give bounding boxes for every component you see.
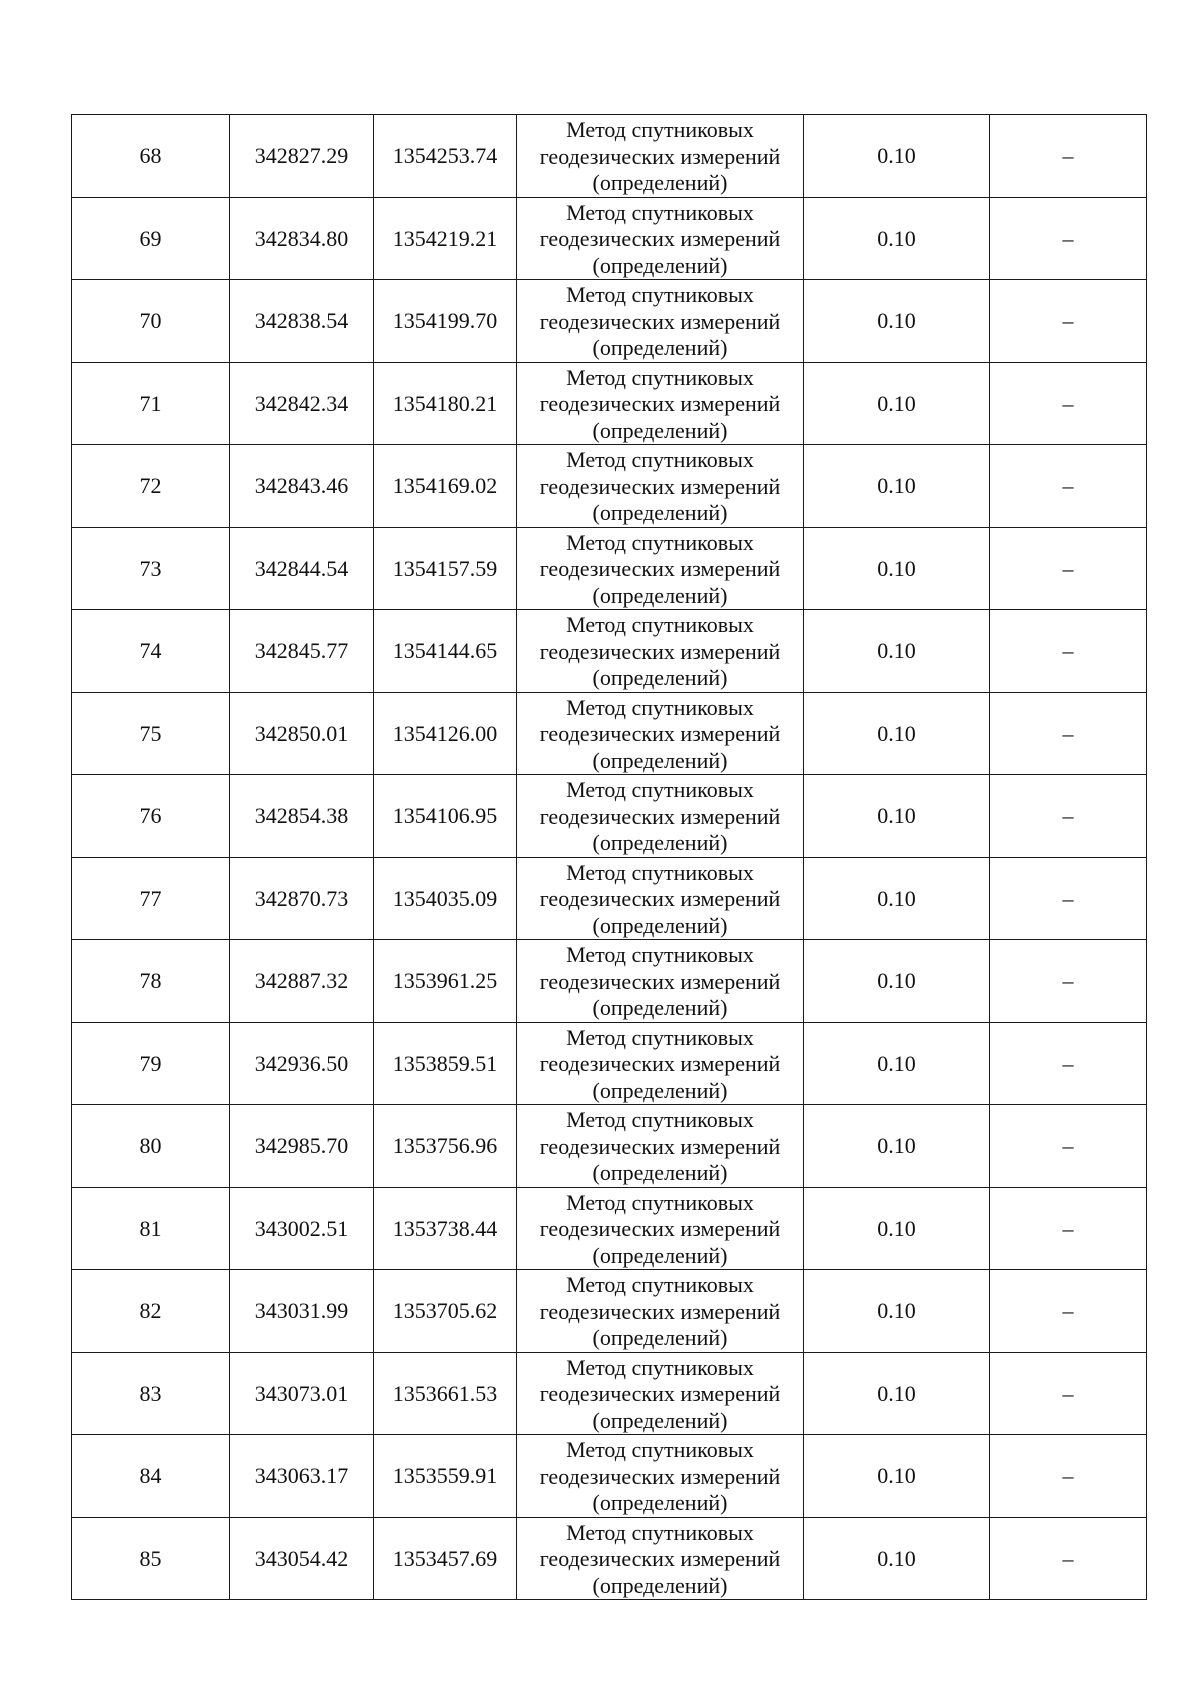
point-number-cell: 68 <box>72 115 230 198</box>
note-cell: – <box>990 1105 1147 1188</box>
table-row <box>72 1270 1147 1353</box>
point-number-cell: 77 <box>72 857 230 940</box>
point-number-cell: 78 <box>72 940 230 1023</box>
x-coordinate-cell: 342844.54 <box>230 527 374 610</box>
point-number-cell: 80 <box>72 1105 230 1188</box>
table-row <box>72 362 1147 445</box>
y-coordinate-cell: 1354144.65 <box>374 610 517 693</box>
note-cell: – <box>990 1517 1147 1600</box>
y-coordinate-cell: 1353961.25 <box>374 940 517 1023</box>
note-cell: – <box>990 1270 1147 1353</box>
y-coordinate-cell: 1354169.02 <box>374 445 517 528</box>
method-cell: Метод спутниковых геодезических измерений (определений) <box>517 1517 804 1600</box>
y-coordinate-cell: 1353559.91 <box>374 1435 517 1518</box>
note-cell: – <box>990 280 1147 363</box>
x-coordinate-cell: 343073.01 <box>230 1352 374 1435</box>
method-cell: Метод спутниковых геодезических измерений (определений) <box>517 692 804 775</box>
accuracy-cell: 0.10 <box>804 1517 990 1600</box>
x-coordinate-cell: 343063.17 <box>230 1435 374 1518</box>
point-number-cell: 76 <box>72 775 230 858</box>
x-coordinate-cell: 342854.38 <box>230 775 374 858</box>
table-row <box>72 940 1147 1023</box>
accuracy-cell: 0.10 <box>804 445 990 528</box>
accuracy-cell: 0.10 <box>804 775 990 858</box>
table-row <box>72 610 1147 693</box>
note-cell: – <box>990 527 1147 610</box>
note-cell: – <box>990 610 1147 693</box>
table-row <box>72 1352 1147 1435</box>
table-row <box>72 1517 1147 1600</box>
table-row <box>72 775 1147 858</box>
point-number-cell: 74 <box>72 610 230 693</box>
point-number-cell: 82 <box>72 1270 230 1353</box>
method-cell: Метод спутниковых геодезических измерений (определений) <box>517 445 804 528</box>
method-cell: Метод спутниковых геодезических измерений (определений) <box>517 527 804 610</box>
table-row <box>72 692 1147 775</box>
accuracy-cell: 0.10 <box>804 692 990 775</box>
note-cell: – <box>990 940 1147 1023</box>
point-number-cell: 75 <box>72 692 230 775</box>
method-cell: Метод спутниковых геодезических измерений (определений) <box>517 610 804 693</box>
table-row <box>72 445 1147 528</box>
accuracy-cell: 0.10 <box>804 940 990 1023</box>
point-number-cell: 85 <box>72 1517 230 1600</box>
y-coordinate-cell: 1354219.21 <box>374 197 517 280</box>
method-cell: Метод спутниковых геодезических измерений (определений) <box>517 1187 804 1270</box>
table-row <box>72 527 1147 610</box>
y-coordinate-cell: 1353705.62 <box>374 1270 517 1353</box>
table-row <box>72 857 1147 940</box>
method-cell: Метод спутниковых геодезических измерений (определений) <box>517 940 804 1023</box>
note-cell: – <box>990 1352 1147 1435</box>
point-number-cell: 71 <box>72 362 230 445</box>
accuracy-cell: 0.10 <box>804 280 990 363</box>
method-cell: Метод спутниковых геодезических измерений (определений) <box>517 1435 804 1518</box>
x-coordinate-cell: 342850.01 <box>230 692 374 775</box>
method-cell: Метод спутниковых геодезических измерений (определений) <box>517 1105 804 1188</box>
method-cell: Метод спутниковых геодезических измерений (определений) <box>517 280 804 363</box>
method-cell: Метод спутниковых геодезических измерений (определений) <box>517 1270 804 1353</box>
table-row <box>72 197 1147 280</box>
accuracy-cell: 0.10 <box>804 1187 990 1270</box>
method-cell: Метод спутниковых геодезических измерений (определений) <box>517 857 804 940</box>
method-cell: Метод спутниковых геодезических измерений (определений) <box>517 1352 804 1435</box>
note-cell: – <box>990 1187 1147 1270</box>
note-cell: – <box>990 857 1147 940</box>
x-coordinate-cell: 343031.99 <box>230 1270 374 1353</box>
method-cell: Метод спутниковых геодезических измерений (определений) <box>517 775 804 858</box>
x-coordinate-cell: 343054.42 <box>230 1517 374 1600</box>
y-coordinate-cell: 1353756.96 <box>374 1105 517 1188</box>
point-number-cell: 70 <box>72 280 230 363</box>
note-cell: – <box>990 1022 1147 1105</box>
note-cell: – <box>990 1435 1147 1518</box>
point-number-cell: 81 <box>72 1187 230 1270</box>
accuracy-cell: 0.10 <box>804 197 990 280</box>
method-cell: Метод спутниковых геодезических измерений (определений) <box>517 1022 804 1105</box>
point-number-cell: 72 <box>72 445 230 528</box>
x-coordinate-cell: 342834.80 <box>230 197 374 280</box>
point-number-cell: 73 <box>72 527 230 610</box>
y-coordinate-cell: 1354253.74 <box>374 115 517 198</box>
accuracy-cell: 0.10 <box>804 1105 990 1188</box>
note-cell: – <box>990 775 1147 858</box>
x-coordinate-cell: 342887.32 <box>230 940 374 1023</box>
table-row <box>72 1105 1147 1188</box>
x-coordinate-cell: 342870.73 <box>230 857 374 940</box>
y-coordinate-cell: 1353661.53 <box>374 1352 517 1435</box>
table-row <box>72 1187 1147 1270</box>
x-coordinate-cell: 342845.77 <box>230 610 374 693</box>
accuracy-cell: 0.10 <box>804 1022 990 1105</box>
accuracy-cell: 0.10 <box>804 527 990 610</box>
accuracy-cell: 0.10 <box>804 610 990 693</box>
accuracy-cell: 0.10 <box>804 115 990 198</box>
x-coordinate-cell: 343002.51 <box>230 1187 374 1270</box>
point-number-cell: 83 <box>72 1352 230 1435</box>
note-cell: – <box>990 115 1147 198</box>
x-coordinate-cell: 342827.29 <box>230 115 374 198</box>
point-number-cell: 69 <box>72 197 230 280</box>
table-row <box>72 1022 1147 1105</box>
point-number-cell: 79 <box>72 1022 230 1105</box>
y-coordinate-cell: 1354157.59 <box>374 527 517 610</box>
method-cell: Метод спутниковых геодезических измерений (определений) <box>517 197 804 280</box>
y-coordinate-cell: 1354126.00 <box>374 692 517 775</box>
y-coordinate-cell: 1354180.21 <box>374 362 517 445</box>
coordinates-table <box>71 114 1147 1600</box>
accuracy-cell: 0.10 <box>804 362 990 445</box>
accuracy-cell: 0.10 <box>804 857 990 940</box>
x-coordinate-cell: 342936.50 <box>230 1022 374 1105</box>
note-cell: – <box>990 197 1147 280</box>
table-row <box>72 280 1147 363</box>
accuracy-cell: 0.10 <box>804 1352 990 1435</box>
note-cell: – <box>990 445 1147 528</box>
x-coordinate-cell: 342843.46 <box>230 445 374 528</box>
y-coordinate-cell: 1353457.69 <box>374 1517 517 1600</box>
y-coordinate-cell: 1353738.44 <box>374 1187 517 1270</box>
point-number-cell: 84 <box>72 1435 230 1518</box>
x-coordinate-cell: 342985.70 <box>230 1105 374 1188</box>
y-coordinate-cell: 1354106.95 <box>374 775 517 858</box>
y-coordinate-cell: 1354035.09 <box>374 857 517 940</box>
x-coordinate-cell: 342838.54 <box>230 280 374 363</box>
y-coordinate-cell: 1353859.51 <box>374 1022 517 1105</box>
accuracy-cell: 0.10 <box>804 1435 990 1518</box>
note-cell: – <box>990 692 1147 775</box>
table-row <box>72 115 1147 198</box>
accuracy-cell: 0.10 <box>804 1270 990 1353</box>
method-cell: Метод спутниковых геодезических измерений (определений) <box>517 362 804 445</box>
note-cell: – <box>990 362 1147 445</box>
method-cell: Метод спутниковых геодезических измерений (определений) <box>517 115 804 198</box>
x-coordinate-cell: 342842.34 <box>230 362 374 445</box>
table-row <box>72 1435 1147 1518</box>
y-coordinate-cell: 1354199.70 <box>374 280 517 363</box>
